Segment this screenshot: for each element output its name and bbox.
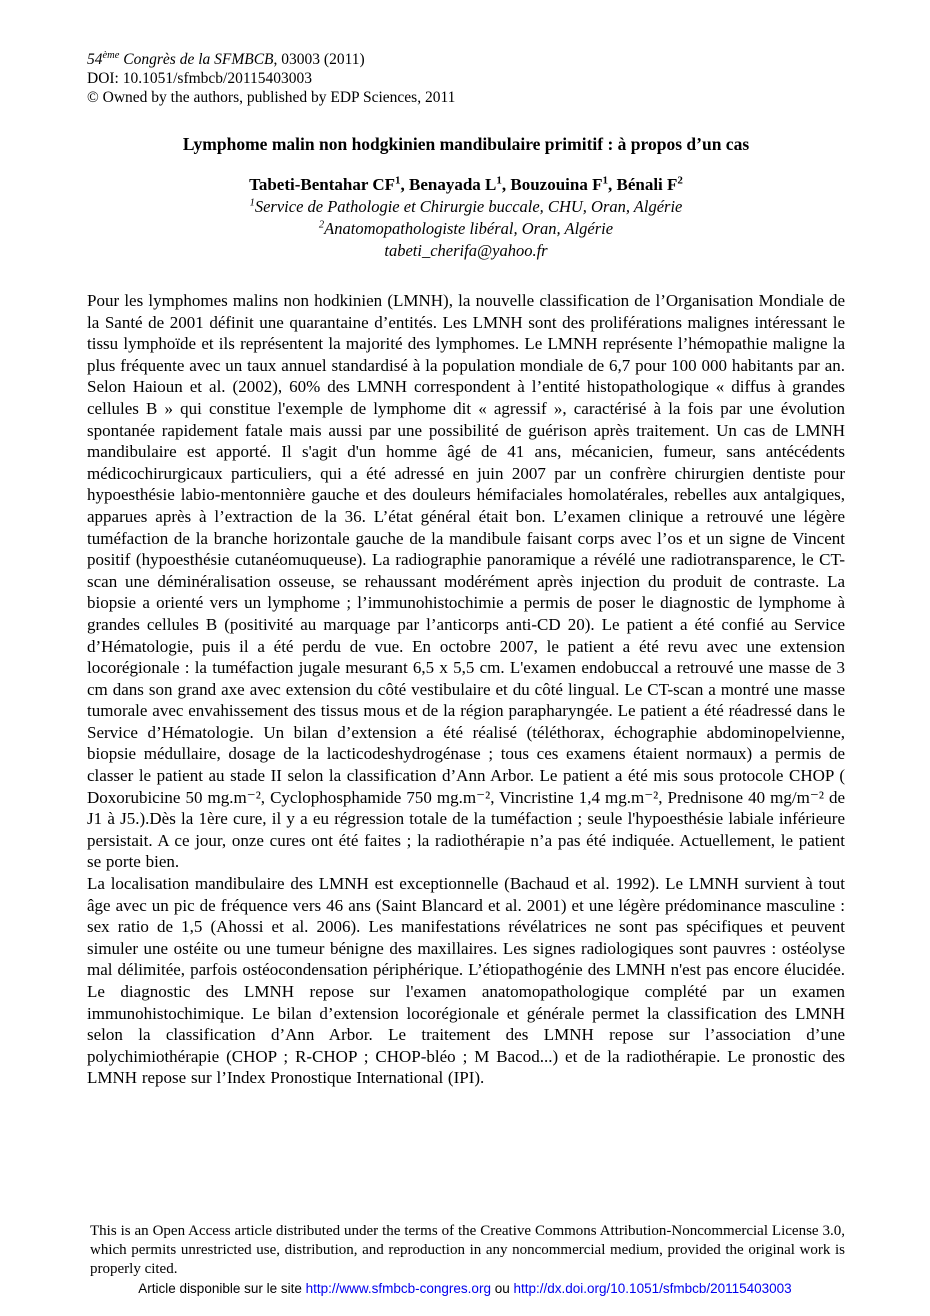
authors-line bbox=[87, 174, 845, 196]
availability-separator: ou bbox=[490, 1281, 514, 1296]
article-title: Lymphome malin non hodgkinien mandibulaire primitif : à propos d’un cas bbox=[182, 134, 750, 154]
author-3: , Bouzouina F bbox=[501, 175, 603, 194]
affiliation-2-text: Anatomopathologiste libéral, Oran, Algérie bbox=[324, 219, 614, 238]
congress-name: Congrès de la SFMBCB bbox=[119, 51, 274, 68]
author-4: , Bénali F bbox=[608, 175, 678, 194]
abstract-body bbox=[87, 290, 845, 1089]
congress-number: 54 bbox=[87, 51, 103, 68]
doi-link[interactable]: http://dx.doi.org/10.1051/sfmbcb/20115403003 bbox=[513, 1281, 792, 1296]
author-1-affil-sup: 1 bbox=[395, 174, 401, 187]
doi-line: DOI: 10.1051/sfmbcb/20115403003 bbox=[87, 70, 313, 87]
author-1: Tabeti-Bentahar CF bbox=[249, 175, 395, 194]
article-header bbox=[87, 50, 845, 107]
affiliation-2 bbox=[87, 218, 845, 240]
license-note: This is an Open Access article distributed under the terms of the Creative Commons Attribution-Noncommercial License 3.0, which permits unrestricted use, distribution, and reproduction in any noncommercial medium, provided the original work is properly cited. bbox=[90, 1223, 845, 1277]
paragraph-case-report: Pour les lymphomes malins non hodkinien (LMNH), la nouvelle classification de l’Organisation Mondiale de la Santé de 2001 définit une quarantaine d’entités. Les LMNH sont des proliférations malignes intéressant le tissu lymphoïde et ils représentent la majorité des lymphomes. Le LMNH représente l’hémopathie maligne la plus fréquente avec un taux annuel standardisé à la population mondiale de 6,7 pour 100 000 habitants par an. Selon Haioun et al. (2002), 60% des LMNH correspondent à l’entité histopathologique « diffus à grandes cellules B » qui constitue l'exemple de lymphome dit « agressif », caractérisé à la fois par une évolution spontanée rapidement fatale mais aussi par une possibilité de guérison après traitement. Un cas de LMNH mandibulaire est apporté. Il s'agit d'un homme âgé de 41 ans, mécanicien, fumeur, sans antécédents médicochirurgicaux particuliers, qui a été adressé en juin 2007 par un confrère chirurgien dentiste pour hypoesthésie labio-mentonnière gauche et des douleurs hémifaciales homolatérales, rebelles aux antalgiques, apparues après à l’extraction de la 36. L’état général était bon. L’examen clinique a retrouvé une légère tuméfaction de la branche horizontale gauche de la mandibule faisant corps avec l’os et un signe de Vincent positif (hypoesthésie cutanéomuqueuse). La radiographie panoramique a révélé une radiotransparence, le CT-scan une déminéralisation osseuse, se rehaussant modérément après injection du produit de contraste. La biopsie a orienté vers un lymphome ; l’immunohistochimie a permis de poser le diagnostic de lymphome à grandes cellules B (positivité au marquage par l’anticorps anti-CD 20). Le patient a été confié au Service d’Hématologie, puis il a été perdu de vue. En octobre 2007, le patient a été revu avec une extension locorégionale : la tuméfaction jugale mesurant 6,5 x 5,5 cm. L'examen endobuccal a retrouvé une masse de 3 cm dans son grand axe avec extension du côté vestibulaire et du côté lingual. Le CT-scan a montré une masse tumorale avec envahissement des tissus mous et de la région parapharyngée. Le patient a été réadressé dans le Service d’Hématologie. Un bilan d’extension a été réalisé (téléthorax, échographie abdominopelvienne, biopsie médullaire, dosage de la lacticodeshydrogénase ; tous ces examens étaient normaux) a permis de classer le patient au stade II selon la classification d’Ann Arbor. Le patient a été mis sous protocole CHOP ( Doxorubicine 50 mg.m⁻², Cyclophosphamide 750 mg.m⁻², Vincristine 1,4 mg.m⁻², Prednisone 40 mg/m⁻² de J1 à J5.).Dès la 1ère cure, il y a eu régression totale de la tuméfaction ; seule l'hypoesthésie labiale inférieure persistait. A ce jour, onze cures ont été faites ; la radiothérapie n’a pas été indiquée. Actuellement, le patient se porte bien. bbox=[87, 291, 845, 872]
affiliation-1-sup: 1 bbox=[249, 197, 255, 209]
author-2-affil-sup: 1 bbox=[496, 174, 502, 187]
affiliation-1 bbox=[87, 196, 845, 218]
author-3-affil-sup: 1 bbox=[602, 174, 608, 187]
paragraph-discussion: La localisation mandibulaire des LMNH est exceptionnelle (Bachaud et al. 1992). Le LMNH survient à tout âge avec un pic de fréquence vers 46 ans (Saint Blancard et al. 2001) et une légère prédominance masculine : sex ratio de 1,5 (Ahossi et al. 2006). Les manifestations révélatrices ne sont pas spécifiques et peuvent simuler une ostéite ou une tumeur bénigne des maxillaires. Les signes radiologiques sont pauvres : ostéolyse mal délimitée, parfois ostéocondensation périphérique. L’étiopathogénie des LMNH n'est pas encore élucidée. Le diagnostic des LMNH repose sur l'examen anatomopathologique complété par un examen immunohistochimique. Le bilan d’extension locorégionale et générale permet la classification des LMNH selon la classification d’Ann Arbor. Le traitement des LMNH repose sur l’association d’une polychimiothérapie (CHOP ; R-CHOP ; CHOP-bléo ; M Bacod...) et de la radiothérapie. Le pronostic des LMNH repose sur l’Index Pronostique International (IPI). bbox=[87, 874, 845, 1088]
journal-citation-line bbox=[87, 50, 845, 69]
affiliation-1-text: Service de Pathologie et Chirurgie buccale, CHU, Oran, Algérie bbox=[254, 197, 683, 216]
author-2: , Benayada L bbox=[400, 175, 497, 194]
copyright-line: © Owned by the authors, published by EDP Sciences, 2011 bbox=[87, 89, 456, 106]
congress-ordinal-sup: ème bbox=[102, 49, 120, 61]
availability-prefix: Article disponible sur le site bbox=[138, 1281, 306, 1296]
availability-line bbox=[0, 1281, 930, 1296]
affiliation-2-sup: 2 bbox=[318, 219, 325, 231]
congress-issue: , 03003 (2011) bbox=[273, 51, 365, 68]
congress-site-link[interactable]: http://www.sfmbcb-congres.org bbox=[305, 1281, 491, 1296]
contact-email: tabeti_cherifa@yahoo.fr bbox=[384, 241, 548, 260]
author-4-affil-sup: 2 bbox=[677, 174, 683, 187]
